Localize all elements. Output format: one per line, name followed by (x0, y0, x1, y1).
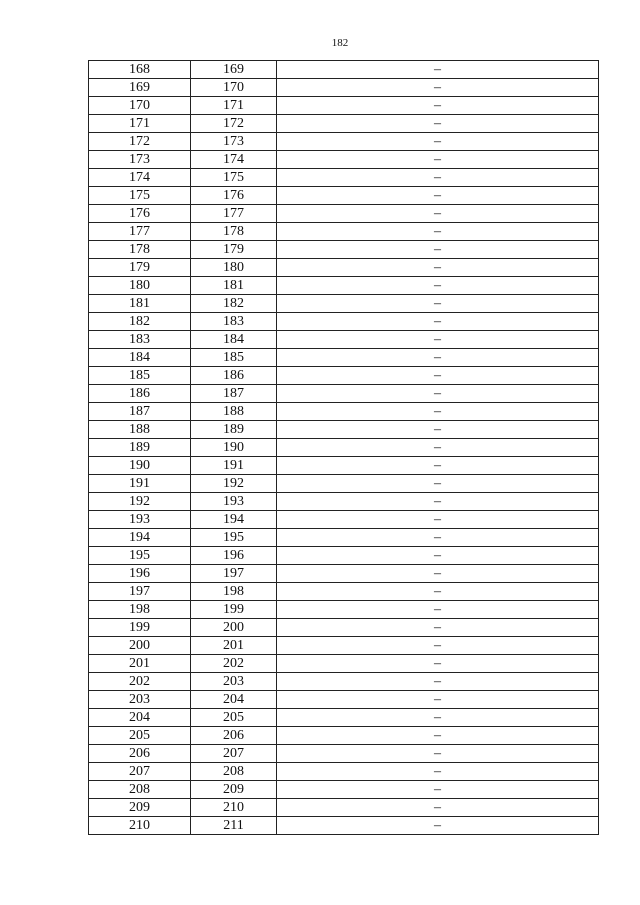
cell-value: – (277, 403, 599, 421)
table-row (89, 655, 599, 673)
cell-value: – (277, 61, 599, 79)
cell-from: 184 (89, 349, 191, 367)
cell-value: – (277, 241, 599, 259)
cell-value: – (277, 223, 599, 241)
cell-from: 182 (89, 313, 191, 331)
cell-value: – (277, 313, 599, 331)
data-table (88, 60, 599, 835)
cell-to: 189 (191, 421, 277, 439)
cell-value: – (277, 583, 599, 601)
cell-from: 188 (89, 421, 191, 439)
cell-from: 193 (89, 511, 191, 529)
table-row (89, 367, 599, 385)
table-row (89, 385, 599, 403)
cell-from: 176 (89, 205, 191, 223)
cell-from: 187 (89, 403, 191, 421)
cell-value: – (277, 259, 599, 277)
cell-value: – (277, 511, 599, 529)
cell-value: – (277, 763, 599, 781)
cell-to: 186 (191, 367, 277, 385)
cell-to: 176 (191, 187, 277, 205)
cell-value: – (277, 97, 599, 115)
cell-value: – (277, 385, 599, 403)
table-row (89, 151, 599, 169)
table-row (89, 187, 599, 205)
table-row (89, 529, 599, 547)
cell-to: 205 (191, 709, 277, 727)
cell-to: 184 (191, 331, 277, 349)
cell-from: 198 (89, 601, 191, 619)
cell-value: – (277, 781, 599, 799)
cell-from: 201 (89, 655, 191, 673)
cell-from: 174 (89, 169, 191, 187)
cell-from: 202 (89, 673, 191, 691)
cell-to: 204 (191, 691, 277, 709)
table-row (89, 97, 599, 115)
cell-to: 193 (191, 493, 277, 511)
table-row (89, 799, 599, 817)
cell-from: 181 (89, 295, 191, 313)
cell-from: 208 (89, 781, 191, 799)
cell-value: – (277, 637, 599, 655)
table-row (89, 511, 599, 529)
cell-from: 171 (89, 115, 191, 133)
cell-value: – (277, 799, 599, 817)
cell-to: 185 (191, 349, 277, 367)
cell-from: 200 (89, 637, 191, 655)
cell-value: – (277, 745, 599, 763)
cell-to: 175 (191, 169, 277, 187)
cell-to: 171 (191, 97, 277, 115)
table-row (89, 61, 599, 79)
cell-value: – (277, 727, 599, 745)
cell-value: – (277, 79, 599, 97)
table-row (89, 781, 599, 799)
table-row (89, 547, 599, 565)
table-body (89, 61, 599, 835)
table-row (89, 115, 599, 133)
table-row (89, 619, 599, 637)
table-row (89, 403, 599, 421)
cell-to: 172 (191, 115, 277, 133)
table-row (89, 241, 599, 259)
table-row (89, 349, 599, 367)
table-row (89, 763, 599, 781)
cell-value: – (277, 277, 599, 295)
cell-to: 188 (191, 403, 277, 421)
cell-from: 189 (89, 439, 191, 457)
cell-value: – (277, 817, 599, 835)
cell-value: – (277, 691, 599, 709)
table-row (89, 727, 599, 745)
cell-value: – (277, 529, 599, 547)
table-row (89, 133, 599, 151)
table-row (89, 709, 599, 727)
cell-value: – (277, 493, 599, 511)
cell-to: 198 (191, 583, 277, 601)
cell-value: – (277, 187, 599, 205)
cell-to: 191 (191, 457, 277, 475)
cell-from: 203 (89, 691, 191, 709)
table-row (89, 637, 599, 655)
table-row (89, 601, 599, 619)
table-row (89, 745, 599, 763)
cell-from: 178 (89, 241, 191, 259)
cell-to: 173 (191, 133, 277, 151)
table-row (89, 457, 599, 475)
cell-to: 194 (191, 511, 277, 529)
table-row (89, 223, 599, 241)
table-row (89, 331, 599, 349)
cell-from: 207 (89, 763, 191, 781)
table-row (89, 79, 599, 97)
cell-to: 174 (191, 151, 277, 169)
cell-to: 196 (191, 547, 277, 565)
cell-value: – (277, 673, 599, 691)
cell-from: 196 (89, 565, 191, 583)
table-row (89, 565, 599, 583)
cell-from: 169 (89, 79, 191, 97)
page-number: 182 (331, 37, 349, 49)
cell-to: 169 (191, 61, 277, 79)
table-row (89, 673, 599, 691)
table-row (89, 421, 599, 439)
cell-value: – (277, 295, 599, 313)
cell-from: 175 (89, 187, 191, 205)
cell-to: 211 (191, 817, 277, 835)
cell-from: 199 (89, 619, 191, 637)
cell-value: – (277, 169, 599, 187)
table-row (89, 817, 599, 835)
table-row (89, 493, 599, 511)
cell-value: – (277, 133, 599, 151)
cell-from: 191 (89, 475, 191, 493)
cell-to: 199 (191, 601, 277, 619)
cell-value: – (277, 205, 599, 223)
cell-value: – (277, 601, 599, 619)
cell-from: 168 (89, 61, 191, 79)
cell-from: 210 (89, 817, 191, 835)
cell-value: – (277, 457, 599, 475)
table-row (89, 475, 599, 493)
cell-from: 190 (89, 457, 191, 475)
cell-value: – (277, 349, 599, 367)
cell-from: 186 (89, 385, 191, 403)
cell-from: 195 (89, 547, 191, 565)
cell-to: 206 (191, 727, 277, 745)
cell-from: 183 (89, 331, 191, 349)
cell-from: 206 (89, 745, 191, 763)
cell-value: – (277, 655, 599, 673)
cell-to: 182 (191, 295, 277, 313)
cell-from: 209 (89, 799, 191, 817)
cell-value: – (277, 709, 599, 727)
cell-to: 203 (191, 673, 277, 691)
cell-from: 205 (89, 727, 191, 745)
table-row (89, 295, 599, 313)
cell-to: 192 (191, 475, 277, 493)
cell-to: 178 (191, 223, 277, 241)
cell-to: 177 (191, 205, 277, 223)
cell-to: 201 (191, 637, 277, 655)
table-row (89, 583, 599, 601)
cell-from: 197 (89, 583, 191, 601)
cell-from: 170 (89, 97, 191, 115)
cell-to: 197 (191, 565, 277, 583)
cell-to: 181 (191, 277, 277, 295)
cell-value: – (277, 331, 599, 349)
table-row (89, 691, 599, 709)
table-row (89, 205, 599, 223)
cell-to: 170 (191, 79, 277, 97)
cell-value: – (277, 151, 599, 169)
cell-from: 177 (89, 223, 191, 241)
cell-value: – (277, 421, 599, 439)
table-row (89, 259, 599, 277)
cell-from: 179 (89, 259, 191, 277)
cell-to: 208 (191, 763, 277, 781)
cell-to: 187 (191, 385, 277, 403)
cell-value: – (277, 475, 599, 493)
cell-to: 190 (191, 439, 277, 457)
cell-from: 194 (89, 529, 191, 547)
cell-value: – (277, 565, 599, 583)
cell-from: 185 (89, 367, 191, 385)
cell-from: 173 (89, 151, 191, 169)
cell-value: – (277, 619, 599, 637)
cell-to: 200 (191, 619, 277, 637)
cell-from: 180 (89, 277, 191, 295)
cell-to: 210 (191, 799, 277, 817)
cell-from: 172 (89, 133, 191, 151)
cell-value: – (277, 547, 599, 565)
table-row (89, 169, 599, 187)
cell-value: – (277, 367, 599, 385)
cell-value: – (277, 439, 599, 457)
cell-to: 202 (191, 655, 277, 673)
cell-from: 192 (89, 493, 191, 511)
table-row (89, 439, 599, 457)
cell-to: 195 (191, 529, 277, 547)
cell-to: 209 (191, 781, 277, 799)
cell-to: 179 (191, 241, 277, 259)
cell-to: 180 (191, 259, 277, 277)
cell-to: 207 (191, 745, 277, 763)
cell-value: – (277, 115, 599, 133)
table-row (89, 277, 599, 295)
cell-to: 183 (191, 313, 277, 331)
table-row (89, 313, 599, 331)
cell-from: 204 (89, 709, 191, 727)
